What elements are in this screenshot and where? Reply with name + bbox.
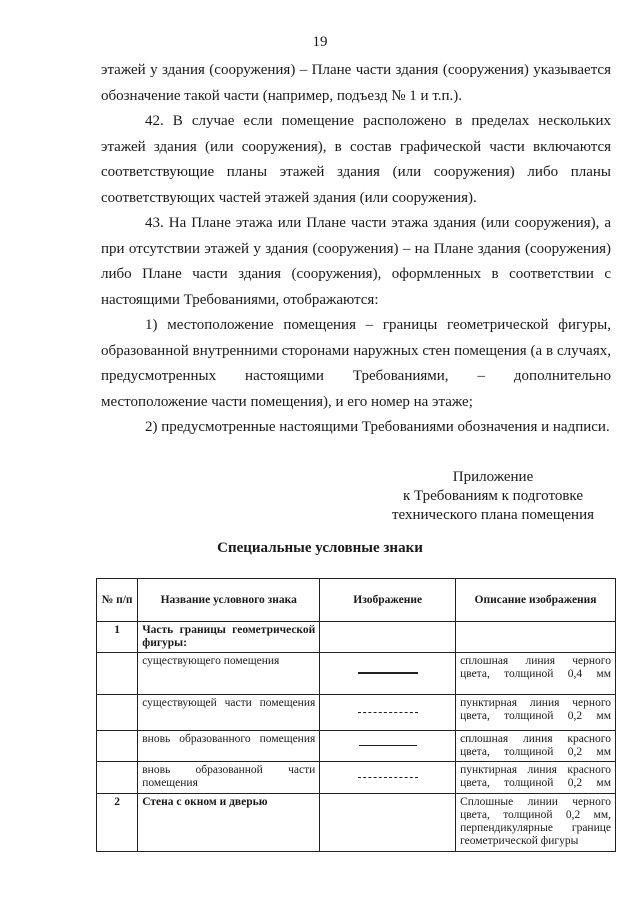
row-image [320, 622, 456, 653]
row-name: существующего помещения [138, 653, 320, 695]
table-row [97, 653, 616, 695]
row-image [320, 731, 456, 762]
table-row [97, 695, 616, 731]
paragraph: 1) местоположение помещения – границы геометрической фигуры, образованной внутренними сторонами наружных стен помещения (а в случаях, предусмотренных настоящими Требованиями, – дополнительно местоположение части помещения), и его номер на этаже; [101, 317, 611, 410]
table-header-row [97, 579, 616, 622]
paragraph: 2) предусмотренные настоящими Требованиями обозначения и надписи. [145, 419, 610, 435]
appendix-note [380, 468, 606, 525]
row-description: сплошная линия черного цвета, толщиной 0,4 мм [456, 653, 616, 695]
table-title: Специальные условные знаки [217, 540, 423, 556]
table-row [97, 731, 616, 762]
header-name: Название условного знака [138, 579, 320, 622]
symbols-table [96, 578, 616, 852]
row-num [97, 731, 138, 762]
appendix-line: технического плана помещения [391, 507, 595, 523]
row-name: вновь образованного помещения [138, 731, 320, 762]
table-row [97, 794, 616, 852]
dashed-black-line-icon [358, 712, 418, 713]
appendix-line: Приложение [452, 469, 534, 485]
row-name: Стена с окном и дверью [138, 794, 320, 852]
row-image [320, 794, 456, 852]
row-num [97, 762, 138, 794]
row-name: Часть границы геометрической фигуры: [138, 622, 320, 653]
row-name: вновь образованной части помещения [138, 762, 320, 794]
row-num [97, 653, 138, 695]
header-num: № п/п [97, 579, 138, 622]
page-number: 19 [312, 34, 328, 50]
row-description: Сплошные линии черного цвета, толщиной 0,2 мм, перпендикулярные границе геометрической фигуры [456, 794, 616, 852]
row-image [320, 762, 456, 794]
paragraph: этажей у здания (сооружения) – Плане части здания (сооружения) указывается обозначение такой части (например, подъезд № 1 и т.п.). [101, 62, 611, 104]
dashed-red-line-icon [358, 777, 418, 778]
body-text [101, 58, 611, 441]
row-description: пунктирная линия черного цвета, толщиной 0,2 мм [456, 695, 616, 731]
row-image [320, 653, 456, 695]
row-description: пунктирная линия красного цвета, толщиной 0,2 мм [456, 762, 616, 794]
paragraph: 42. В случае если помещение расположено в пределах нескольких этажей здания (или сооружения), в состав графической части включаются соответствующие планы этажей здания (или сооружения) либо планы соответствующих частей этажей здания (или сооружения). [101, 113, 611, 206]
row-description: сплошная линия красного цвета, толщиной 0,2 мм [456, 731, 616, 762]
header-description: Описание изображения [456, 579, 616, 622]
row-name: существующей части помещения [138, 695, 320, 731]
paragraph: 43. На Плане этажа или Плане части этажа здания (или сооружения), а при отсутствии этажей у здания (сооружения) – на Плане здания (сооружения) либо Плане части здания (сооружения), оформленных в соответствии с настоящими Требованиями, отображаются: [101, 215, 611, 308]
row-image [320, 695, 456, 731]
table-row [97, 622, 616, 653]
row-num: 1 [97, 622, 138, 653]
table-row [97, 762, 616, 794]
solid-red-line-icon [359, 745, 417, 746]
header-image: Изображение [320, 579, 456, 622]
solid-black-line-icon [358, 672, 418, 674]
appendix-line: к Требованиям к подготовке [402, 488, 583, 504]
row-num: 2 [97, 794, 138, 852]
row-num [97, 695, 138, 731]
row-description [456, 622, 616, 653]
